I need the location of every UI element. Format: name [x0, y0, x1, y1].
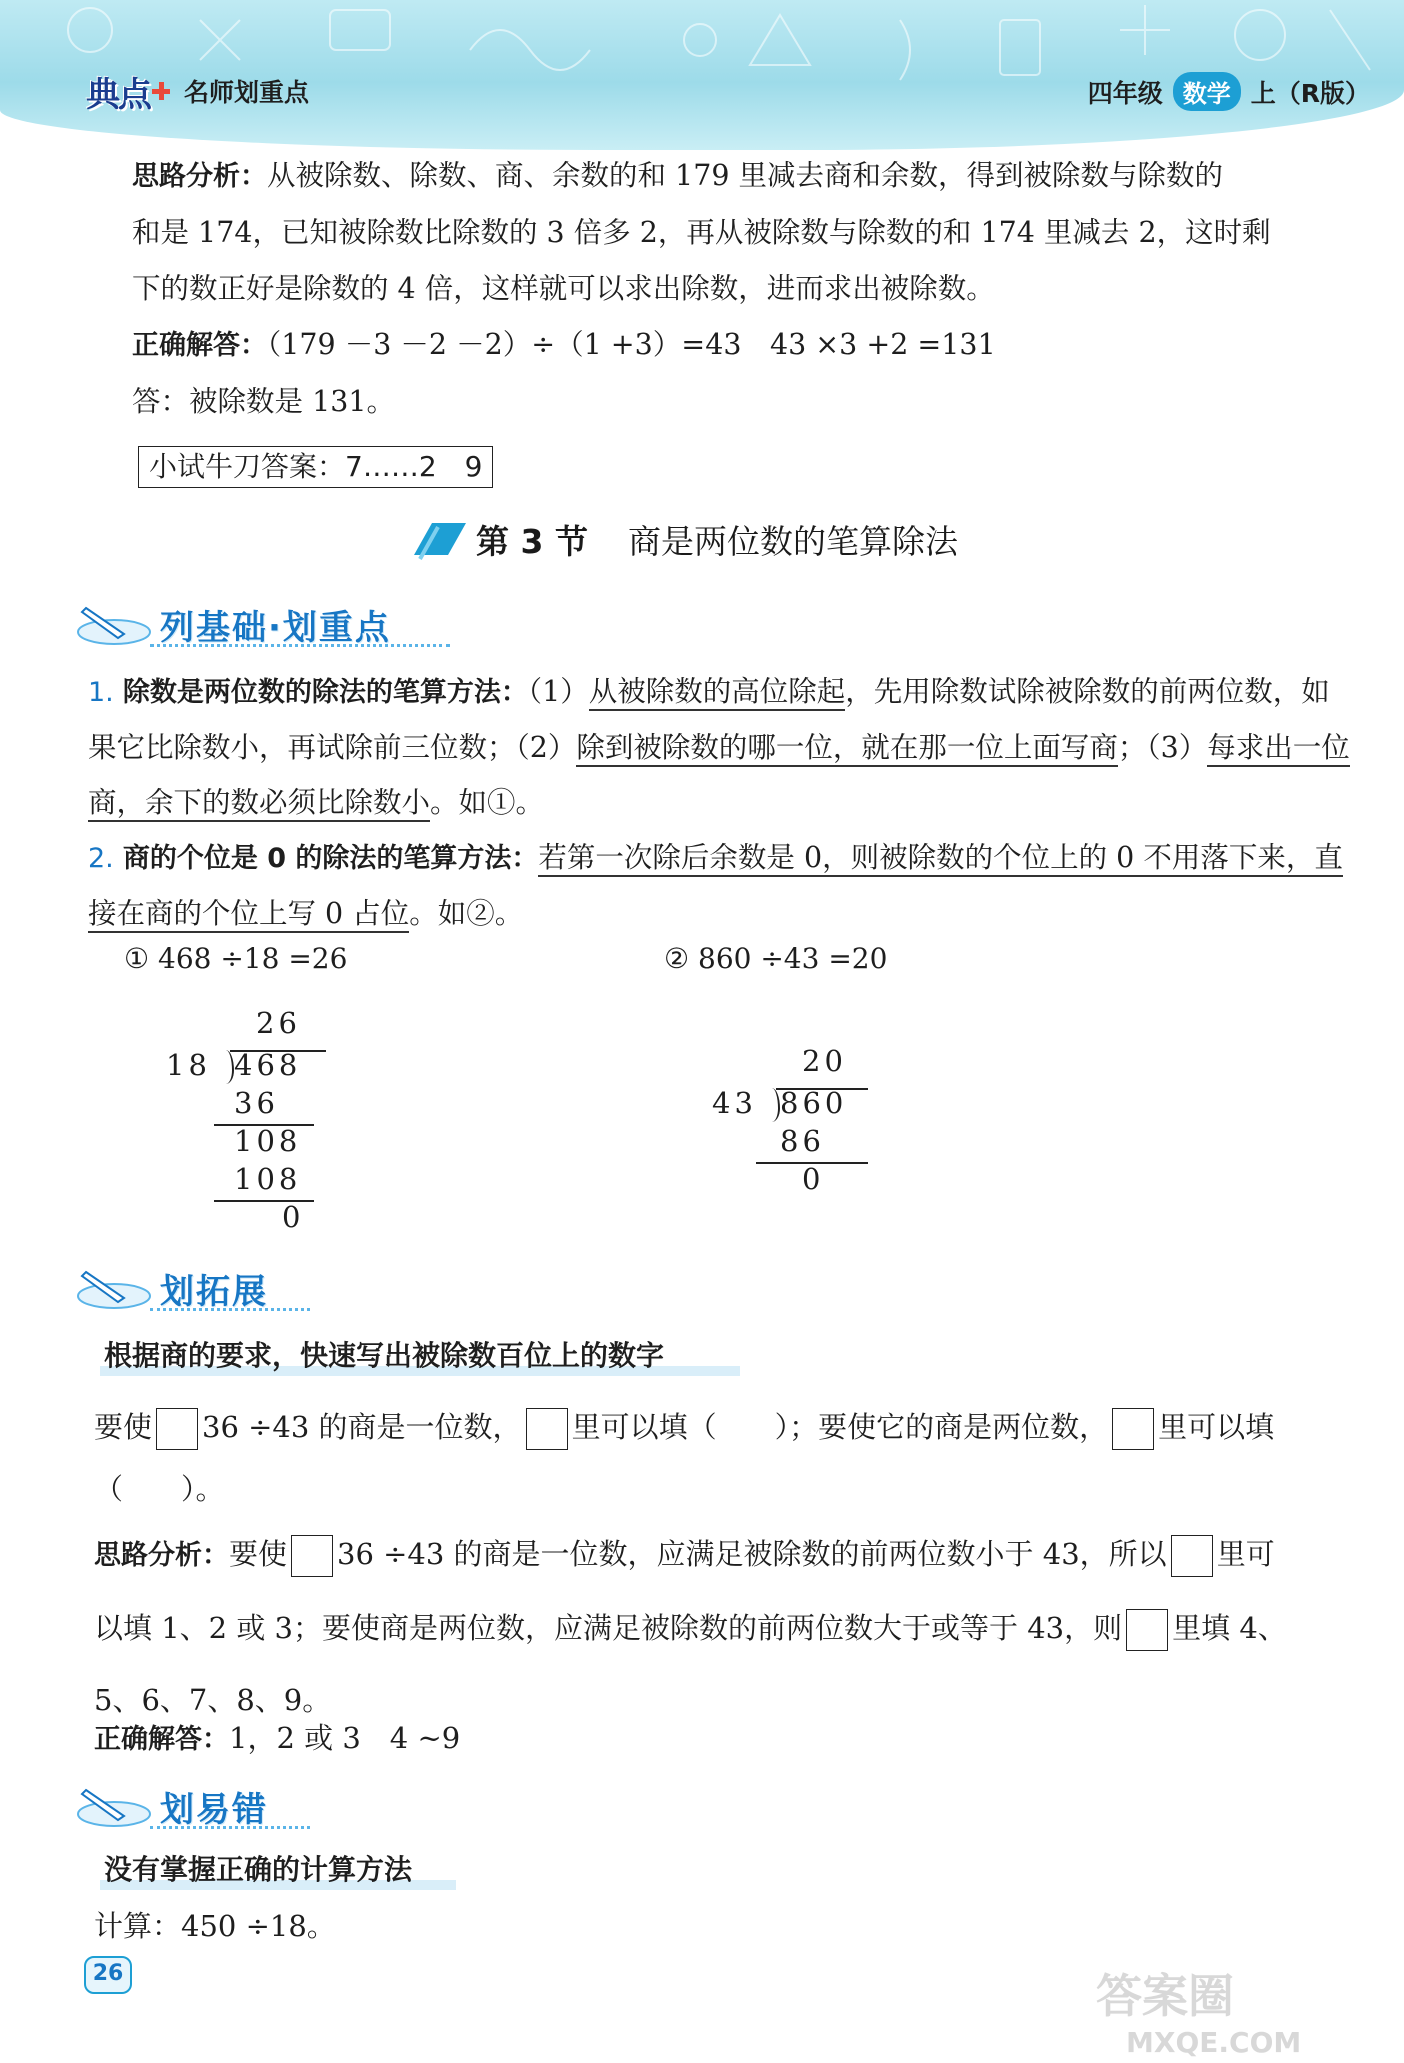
- analysis-line: 从被除数、除数、商、余数的和 179 里减去商和余数，得到被除数与除数的: [267, 159, 1224, 192]
- section-title: [410, 512, 958, 566]
- partial-product: 108: [234, 1162, 302, 1196]
- point-text: ，先用除数试除被除数的前两位数，如果它比除数小，再试除前三位数；（2）: [88, 675, 1330, 764]
- example-2-label: ② 860 ÷43 =20: [664, 942, 888, 975]
- point-text: ；（3）: [1117, 731, 1208, 764]
- analysis-label: 思路分析：: [132, 161, 267, 192]
- point-text: 。如②。: [409, 897, 524, 930]
- grade-info: [1088, 72, 1370, 111]
- book-icon: [410, 517, 470, 561]
- long-division-1: [166, 1006, 326, 1246]
- blank-box: [291, 1535, 333, 1577]
- final-remainder: 0: [802, 1162, 825, 1196]
- analysis-text: 以填 1、2 或 3；要使商是两位数，应满足被除数的前两位数大于或等于 43，则: [94, 1611, 1123, 1645]
- series-name: 名师划重点: [184, 78, 310, 107]
- question-text: （ ）。: [94, 1472, 225, 1506]
- prev-analysis: [132, 148, 1352, 430]
- point-title: 商的个位是 0 的除法的笔算方法：: [122, 843, 539, 874]
- brand-logo: [86, 66, 309, 116]
- reply-label: 答：: [132, 385, 190, 418]
- pencil-icon: [74, 1264, 154, 1312]
- point-title: 除数是两位数的除法的笔算方法：: [122, 677, 528, 708]
- reply-text: 被除数是 131。: [189, 385, 395, 418]
- question-text: 里可以填: [1158, 1410, 1275, 1444]
- pencil-icon: [74, 600, 154, 648]
- logo-mark: 典点: [86, 74, 150, 115]
- analysis-text: 5、6、7、8、9。: [94, 1683, 332, 1717]
- banner-underline: [150, 1812, 310, 1829]
- edition-label: 上（R版）: [1250, 78, 1370, 108]
- point-number: 1.: [88, 677, 114, 708]
- answer-text: （179 －3 －2 －2）÷（1 +3）=43 43 ×3 +2 =131: [267, 328, 996, 361]
- grade-label: 四年级: [1087, 78, 1163, 108]
- dividend: 860: [780, 1086, 848, 1120]
- analysis-line: 和是 174，已知被除数比除数的 3 倍多 2，再从被除数与除数的和 174 里减去 2，这时剩: [132, 216, 1271, 249]
- mistake-question: [94, 1898, 1364, 1954]
- final-remainder: 0: [282, 1200, 305, 1234]
- analysis-text: 要使: [229, 1537, 288, 1571]
- blank-box: [526, 1408, 568, 1450]
- banner-mistake-text: 划易错: [160, 1789, 268, 1830]
- divisor: 18: [166, 1048, 211, 1082]
- point-2: [88, 830, 1350, 941]
- banner-underline: [150, 1294, 310, 1311]
- banner-extend-text: 划拓展: [160, 1271, 268, 1312]
- underlined-text: 从被除数的高位除起: [589, 675, 846, 711]
- mistake-subtitle: 没有掌握正确的计算方法: [104, 1853, 413, 1886]
- extend-question: [94, 1396, 1364, 1520]
- quotient: 20: [802, 1044, 847, 1078]
- long-division-2: [712, 1044, 872, 1204]
- banner-basics-text: 列基础·划重点: [160, 607, 391, 648]
- underlined-text: 除到被除数的哪一位，就在那一位上面写商: [576, 731, 1118, 767]
- blank-box: [1112, 1408, 1154, 1450]
- blank-box: [1126, 1609, 1168, 1651]
- watermark-url: MXQE.COM: [1126, 2026, 1302, 2059]
- watermark-logo: [1086, 1960, 1386, 2060]
- point-text: 。如①。: [430, 786, 545, 819]
- point-text: （1）: [527, 675, 589, 708]
- watermark-text: 答案圈: [1096, 1969, 1234, 2023]
- blank-box: [1171, 1535, 1213, 1577]
- key-points: [88, 664, 1350, 941]
- point-number: 2.: [88, 843, 114, 874]
- divisor: 43: [712, 1086, 757, 1120]
- answer-label: 正确解答：: [94, 1724, 229, 1755]
- quiz-answer-box: 小试牛刀答案：7……2 9: [138, 446, 493, 488]
- partial-product: 86: [780, 1124, 825, 1158]
- section-number: 第 3 节: [476, 521, 588, 561]
- dividend: 468: [234, 1048, 302, 1082]
- underlined-text: 每求出一位商，余下的数必须比除数小: [88, 731, 1350, 822]
- pencil-icon: [74, 1782, 154, 1830]
- question-text: 450 ÷18。: [181, 1909, 336, 1943]
- analysis-line: 下的数正好是除数的 4 倍，这样就可以求出除数，进而求出被除数。: [132, 272, 995, 305]
- question-label: 计算：: [94, 1909, 182, 1943]
- question-text: 36 ÷43 的商是一位数，: [202, 1410, 522, 1444]
- question-text: 要使: [94, 1410, 153, 1444]
- banner-underline: [150, 630, 450, 647]
- underlined-text: 若第一次除后余数是 0，则被除数的个位上的 0 不用落下来，直接在商的个位上写 0 占位: [88, 841, 1343, 933]
- question-text: 里可以填（ ）；要使它的商是两位数，: [571, 1410, 1109, 1444]
- answer-text: 1，2 或 3 4 ~9: [229, 1721, 461, 1755]
- analysis-label: 思路分析：: [94, 1540, 229, 1571]
- page-number: 26: [84, 1956, 132, 1994]
- plus-icon: [152, 82, 170, 100]
- analysis-text: 36 ÷43 的商是一位数，应满足被除数的前两位数小于 43，所以: [337, 1537, 1167, 1571]
- partial-remainder: 108: [234, 1124, 302, 1158]
- partial-product: 36: [234, 1086, 279, 1120]
- answer-label: 正确解答：: [132, 330, 267, 361]
- point-1: [88, 664, 1350, 830]
- division-bracket: [768, 1088, 780, 1122]
- extend-analysis: [94, 1518, 1364, 1736]
- analysis-text: 里可: [1216, 1537, 1275, 1571]
- section-name: 商是两位数的笔算除法: [627, 521, 958, 561]
- example-1-label: ① 468 ÷18 =26: [124, 942, 348, 975]
- extend-answer: [94, 1710, 1364, 1768]
- division-bracket: [222, 1050, 234, 1084]
- extend-subtitle: 根据商的要求，快速写出被除数百位上的数字: [104, 1339, 665, 1372]
- blank-box: [156, 1408, 198, 1450]
- quotient: 26: [256, 1006, 301, 1040]
- subject-badge: 数学: [1173, 72, 1241, 111]
- analysis-text: 里填 4、: [1172, 1611, 1287, 1645]
- page-header: [0, 0, 1404, 150]
